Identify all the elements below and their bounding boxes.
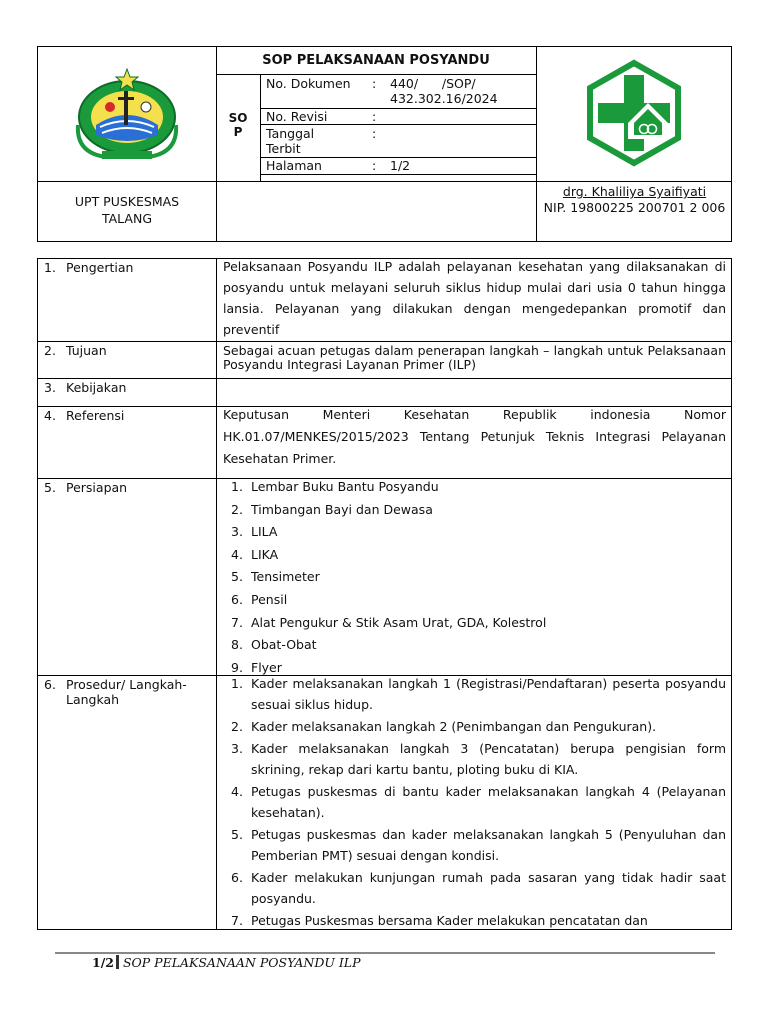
sop-content-table <box>37 258 732 930</box>
meta-value: 1/2 <box>390 158 411 173</box>
puskesmas-logo <box>584 59 684 167</box>
list-item <box>223 634 726 657</box>
unit-name <box>38 193 216 227</box>
list-item <box>223 824 726 866</box>
section-label <box>44 480 212 495</box>
list-item <box>223 867 726 909</box>
list-item <box>223 910 726 930</box>
procedure-list <box>223 673 726 930</box>
preparation-list <box>223 476 726 679</box>
list-item-text: Obat-Obat <box>251 637 317 653</box>
sop-label-line: P <box>233 125 243 139</box>
header-divider <box>216 47 217 241</box>
row-tujuan <box>38 341 731 379</box>
section-text: Sebagai acuan petugas dalam penerapan langkah – langkah untuk Pelaksanaan Posyandu Integrasi Layanan Primer (ILP) <box>223 343 726 372</box>
row-pengertian <box>38 259 731 341</box>
footer-page: 1/2 <box>92 955 114 970</box>
row-kebijakan <box>38 378 731 407</box>
section-number: 2. <box>44 343 56 358</box>
section-label <box>44 343 212 358</box>
document-title: SOP PELAKSANAAN POSYANDU <box>262 53 490 68</box>
unit-name-line: TALANG <box>101 211 153 226</box>
list-item-number: 8. <box>231 637 243 653</box>
list-item <box>223 673 726 715</box>
sop-label <box>216 111 260 139</box>
list-item-text: Kader melaksanakan langkah 1 (Registrasi/Pendaftaran) peserta posyandu sesuai siklus hidup. <box>251 676 726 712</box>
section-label <box>44 408 212 423</box>
list-item-text: LILA <box>251 524 278 540</box>
list-item-number: 7. <box>231 614 243 630</box>
list-item-number: 6. <box>231 870 243 885</box>
section-title: Kebijakan <box>66 380 127 395</box>
section-number: 5. <box>44 480 56 495</box>
section-text: Pelaksanaan Posyandu ILP adalah pelayanan kesehatan yang dilaksanakan di posyandu untuk melayani seluruh siklus hidup mulai dari usia 0 tahun hingga lansia. Pelayanan yang dilakukan dengan mengedepankan promotif dan preventif <box>223 259 726 337</box>
section-title: Pengertian <box>66 260 134 275</box>
list-item <box>223 589 726 612</box>
list-item-number: 2. <box>231 719 243 734</box>
section-label <box>44 260 212 275</box>
row-referensi <box>38 406 731 479</box>
list-item-number: 4. <box>231 546 243 562</box>
list-item <box>223 521 726 544</box>
list-item-text: Kader melaksanakan langkah 3 (Pencatatan) berupa pengisian form skrining, rekap dari kartu bantu, ploting buku di KIA. <box>251 741 726 777</box>
header-divider <box>38 181 731 182</box>
footer <box>92 955 361 970</box>
list-item-number: 6. <box>231 591 243 607</box>
list-item-text: Kader melakukan kunjungan rumah pada sasaran yang tidak hadir saat posyandu. <box>251 870 726 906</box>
list-item-text: Timbangan Bayi dan Dewasa <box>251 501 433 517</box>
list-item-number: 5. <box>231 827 243 842</box>
meta-row-bottom <box>260 174 536 175</box>
list-item-text: Petugas puskesmas di bantu kader melaksanakan langkah 4 (Pelayanan kesehatan). <box>251 784 726 820</box>
meta-colon: : <box>372 109 377 124</box>
list-item-number: 9. <box>231 659 243 675</box>
meta-row-page <box>260 157 536 174</box>
signer-nip: NIP. 19800225 200701 2 006 <box>543 200 726 215</box>
list-item <box>223 738 726 780</box>
list-item <box>223 566 726 589</box>
list-item-text: Pensil <box>251 591 288 607</box>
regency-emblem-icon <box>66 65 188 165</box>
section-title: Persiapan <box>66 480 128 495</box>
section-number: 3. <box>44 380 56 395</box>
signer-name: drg. Khaliliya Syaifiyati <box>562 184 707 199</box>
section-title: Tujuan <box>66 343 107 358</box>
section-title-cont: Langkah <box>66 692 120 707</box>
sop-header-table <box>37 46 732 242</box>
sop-label-line: SO <box>228 111 248 125</box>
footer-title: SOP PELAKSANAAN POSYANDU ILP <box>122 955 361 970</box>
list-item <box>223 716 726 737</box>
list-item-number: 5. <box>231 569 243 585</box>
section-title: Referensi <box>66 408 125 423</box>
list-item-text: Petugas Puskesmas bersama Kader melakukan pencatatan dan <box>251 913 648 928</box>
row-persiapan <box>38 478 731 676</box>
signer-block <box>536 184 733 216</box>
list-item <box>223 612 726 635</box>
list-item-text: Kader melaksanakan langkah 2 (Penimbangan dan Pengukuran). <box>251 719 657 734</box>
meta-label: Tanggal Terbit <box>266 126 315 156</box>
meta-label: No. Revisi <box>266 109 328 124</box>
footer-separator <box>116 955 119 969</box>
meta-colon: : <box>372 158 377 173</box>
list-item-text: Lembar Buku Bantu Posyandu <box>251 479 439 494</box>
section-label <box>44 380 212 395</box>
list-item-number: 1. <box>231 676 243 691</box>
list-item-number: 3. <box>231 524 243 540</box>
section-number: 1. <box>44 260 56 275</box>
list-item-number: 4. <box>231 784 243 799</box>
regency-logo <box>66 65 188 165</box>
list-item-text: Flyer <box>251 659 282 675</box>
list-item-text: LIKA <box>251 546 279 562</box>
section-number: 6. <box>44 677 56 692</box>
list-item <box>223 476 726 499</box>
meta-label: Halaman <box>266 158 322 173</box>
list-item-text: Petugas puskesmas dan kader melaksanakan langkah 5 (Penyuluhan dan Pemberian PMT) sesuai dengan kondisi. <box>251 827 726 863</box>
section-title: Prosedur/ Langkah- <box>66 677 187 692</box>
footer-rule <box>55 952 715 954</box>
section-text: Keputusan Menteri Kesehatan Republik indonesia Nomor HK.01.07/MENKES/2015/2023 Tentang Petunjuk Teknis Integrasi Pelayanan Kesehatan Primer. <box>223 407 726 466</box>
list-item-number: 1. <box>231 479 243 494</box>
section-number: 4. <box>44 408 56 423</box>
list-item-text: Tensimeter <box>251 569 320 585</box>
row-prosedur <box>38 675 731 930</box>
list-item-number: 7. <box>231 913 243 928</box>
unit-name-line: UPT PUSKESMAS <box>74 194 180 209</box>
meta-colon: : <box>372 126 377 141</box>
list-item <box>223 781 726 823</box>
list-item-text: Alat Pengukur & Stik Asam Urat, GDA, Kolestrol <box>251 614 547 630</box>
meta-label: No. Dokumen <box>266 76 351 91</box>
meta-colon: : <box>372 76 377 91</box>
meta-row-issue-date <box>260 124 536 157</box>
meta-row-revision <box>260 108 536 124</box>
puskesmas-emblem-icon <box>584 59 684 167</box>
list-item-number: 2. <box>231 501 243 517</box>
list-item <box>223 544 726 567</box>
list-item-number: 3. <box>231 741 243 756</box>
meta-row-document-number <box>260 75 536 108</box>
meta-value: 440/ /SOP/ 432.302.16/2024 <box>390 76 498 106</box>
list-item <box>223 499 726 522</box>
section-label <box>44 677 212 707</box>
